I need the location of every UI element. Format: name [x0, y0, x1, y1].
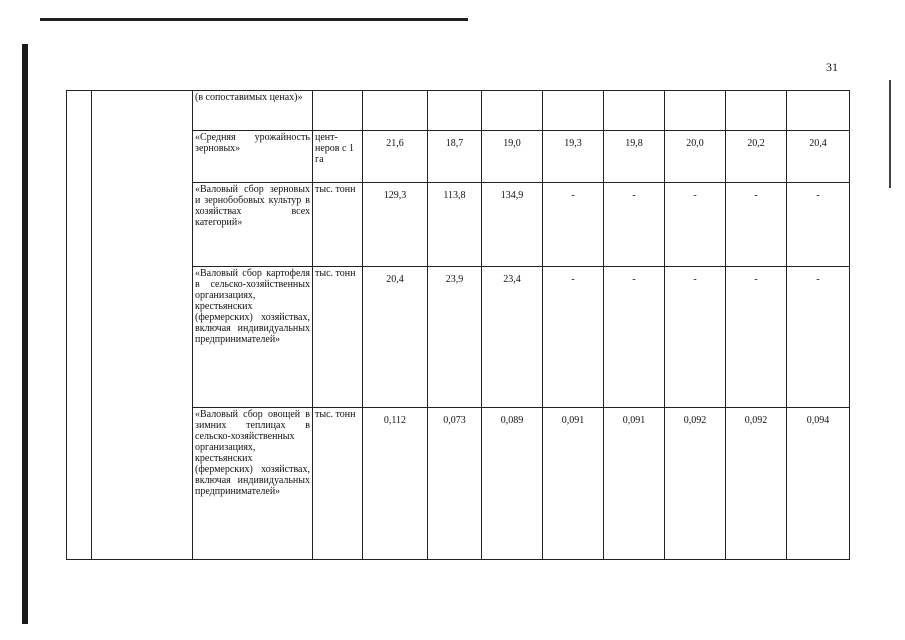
value-cell: 0,094	[787, 408, 850, 560]
value-cell: -	[604, 183, 665, 267]
value-cell: -	[726, 183, 787, 267]
indicator-cell: «Валовый сбор овощей в зимних теплицах в сельско-хозяйственных организациях, крестьянских (фермерских) хозяйствах, включая индивидуальных предпринимателей»	[193, 408, 313, 560]
top-rule	[40, 18, 468, 21]
value-cell: 18,7	[428, 131, 482, 183]
value-cell: 134,9	[482, 183, 543, 267]
value-cell: 0,089	[482, 408, 543, 560]
scan-edge-left	[22, 44, 28, 624]
value-cell: -	[665, 267, 726, 408]
page-number: 31	[826, 60, 838, 74]
value-cell: 0,092	[726, 408, 787, 560]
value-cell	[363, 91, 428, 131]
value-cell: 20,0	[665, 131, 726, 183]
blank-col-goal	[92, 91, 193, 560]
value-cell: 0,091	[543, 408, 604, 560]
value-cell	[428, 91, 482, 131]
value-cell: 23,9	[428, 267, 482, 408]
value-cell: 0,073	[428, 408, 482, 560]
value-cell: -	[665, 183, 726, 267]
value-cell: 113,8	[428, 183, 482, 267]
value-cell: 20,2	[726, 131, 787, 183]
value-cell: 19,0	[482, 131, 543, 183]
unit-cell	[313, 91, 363, 131]
value-cell	[665, 91, 726, 131]
value-cell: -	[604, 267, 665, 408]
value-cell: 23,4	[482, 267, 543, 408]
indicator-cell: «Валовый сбор зерновых и зернобобовых культур в хозяйствах всех категорий»	[193, 183, 313, 267]
value-cell: -	[726, 267, 787, 408]
indicator-cell: (в сопоставимых ценах)»	[193, 91, 313, 131]
indicators-table	[66, 90, 850, 560]
value-cell	[543, 91, 604, 131]
value-cell: 129,3	[363, 183, 428, 267]
value-cell: 20,4	[363, 267, 428, 408]
unit-cell: тыс. тонн	[313, 408, 363, 560]
value-cell: 0,092	[665, 408, 726, 560]
unit-cell: цент-неров с 1 га	[313, 131, 363, 183]
value-cell	[726, 91, 787, 131]
value-cell: 0,091	[604, 408, 665, 560]
value-cell: 19,8	[604, 131, 665, 183]
scan-edge-right	[889, 80, 891, 188]
value-cell	[604, 91, 665, 131]
value-cell: -	[787, 267, 850, 408]
unit-cell: тыс. тонн	[313, 267, 363, 408]
value-cell: 21,6	[363, 131, 428, 183]
indicator-cell: «Валовый сбор картофеля в сельско-хозяйственных организациях, крестьянских (фермерских) хозяйствах, включая индивидуальных предпринимателей»	[193, 267, 313, 408]
unit-cell: тыс. тонн	[313, 183, 363, 267]
value-cell: -	[543, 183, 604, 267]
value-cell	[482, 91, 543, 131]
value-cell: -	[543, 267, 604, 408]
blank-col-number	[67, 91, 92, 560]
indicator-cell: «Средняя урожайность зерновых»	[193, 131, 313, 183]
value-cell: 0,112	[363, 408, 428, 560]
value-cell: 20,4	[787, 131, 850, 183]
table-row	[67, 91, 850, 131]
value-cell: 19,3	[543, 131, 604, 183]
value-cell	[787, 91, 850, 131]
value-cell: -	[787, 183, 850, 267]
